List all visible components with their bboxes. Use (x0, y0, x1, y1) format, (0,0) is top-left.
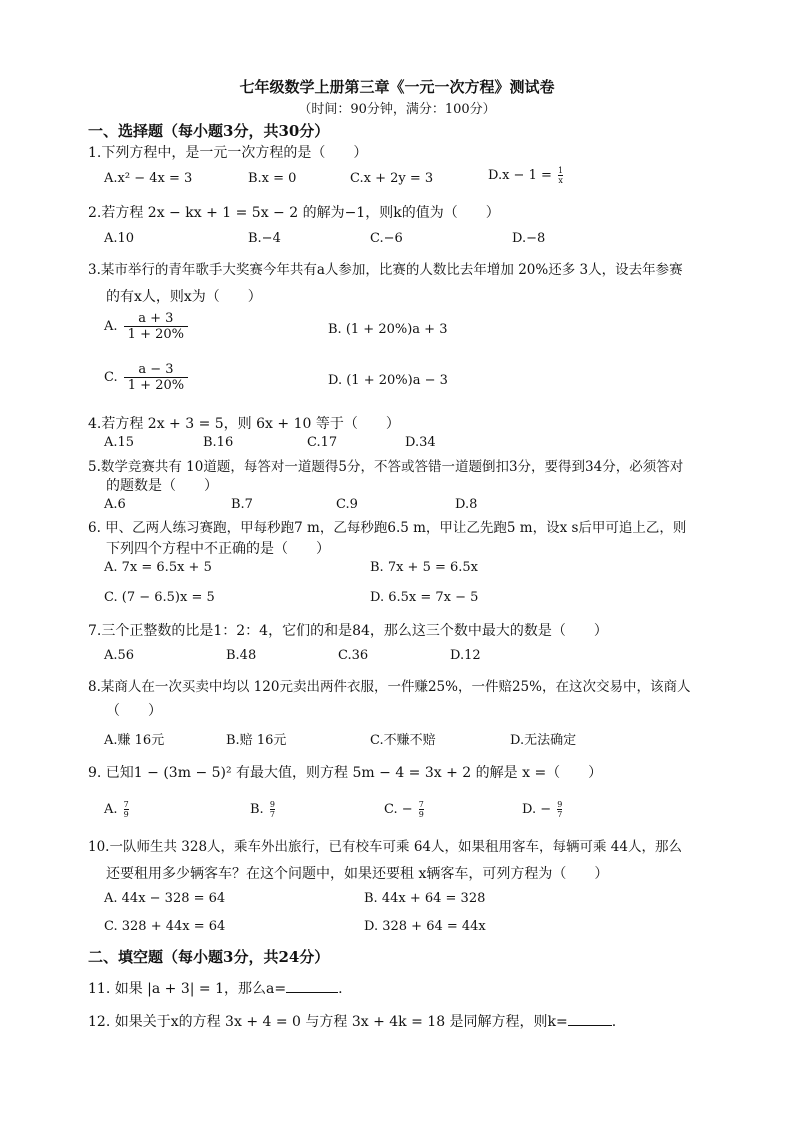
q3-option-a (104, 311, 190, 342)
fraction-denominator: 9 (418, 810, 424, 819)
q12-answer-blank[interactable] (568, 1013, 612, 1026)
q4-option-d: D.34 (405, 435, 436, 450)
q1-option-b: B.x = 0 (248, 171, 297, 186)
q3-option-c (104, 362, 190, 393)
section-choice-heading: 一、选择题（每小题3分，共30分） (88, 122, 330, 140)
q10-option-d: D. 328 + 64 = 44x (364, 919, 486, 934)
q9-option-c (384, 800, 424, 819)
q8-stem-line2: （ ） (106, 703, 162, 719)
fraction-denominator: 7 (269, 810, 275, 819)
q9-option-a (104, 800, 129, 819)
q9-option-d-label: D. − (522, 802, 552, 817)
q9-option-a-label: A. (104, 802, 118, 817)
q5-option-d: D.8 (455, 497, 478, 512)
q1-option-c: C.x + 2y = 3 (350, 171, 434, 186)
q7-option-b: B.48 (226, 648, 257, 663)
q7-option-d: D.12 (450, 648, 481, 663)
q5-option-c: C.9 (336, 497, 358, 512)
q5-stem-line1: 5.数学竞赛共有 10道题，每答对一道题得5分，不答或答错一道题倒扣3分，要得到34分，必须答对 (88, 459, 684, 475)
q5-option-a: A.6 (104, 497, 126, 512)
q3-option-d: D. (1 + 20%)a − 3 (328, 373, 448, 388)
q3-option-c-fraction (124, 362, 188, 393)
q1-option-d (488, 166, 563, 185)
q11-period: . (338, 981, 343, 997)
q2-stem: 2.若方程 2x − kx + 1 = 5x − 2 的解为−1，则k的值为（ ） (88, 205, 500, 221)
q10-option-b: B. 44x + 64 = 328 (364, 891, 486, 906)
q6-option-d: D. 6.5x = 7x − 5 (370, 590, 479, 605)
exam-title: 七年级数学上册第三章《一元一次方程》测试卷 (239, 78, 555, 96)
q10-option-a: A. 44x − 328 = 64 (104, 891, 226, 906)
q8-option-b: B.赔 16元 (226, 733, 287, 748)
q4-option-c: C.17 (307, 435, 338, 450)
fraction-denominator: 9 (123, 810, 129, 819)
q9-option-d (522, 800, 562, 819)
q9-option-b-label: B. (250, 802, 264, 817)
q7-stem: 7.三个正整数的比是1：2：4，它们的和是84，那么这三个数中最大的数是（ ） (88, 623, 608, 639)
fraction-denominator: x (558, 176, 563, 185)
q1-option-a: A.x² − 4x = 3 (104, 171, 193, 186)
fraction-numerator: 1 (558, 166, 564, 175)
q8-option-c: C.不赚不赔 (370, 733, 436, 748)
q12-period: . (611, 1014, 617, 1030)
q3-stem-line1: 3.某市举行的青年歌手大奖赛今年共有a人参加，比赛的人数比去年增加 20%还多 3人，设去年参赛 (88, 262, 683, 278)
q1-option-d-text: D.x − 1 = (488, 168, 552, 183)
q2-option-c: C.−6 (370, 231, 403, 246)
q10-option-c: C. 328 + 44x = 64 (104, 919, 226, 934)
q2-option-b: B.−4 (248, 231, 281, 246)
q9-option-b-fraction (270, 800, 275, 819)
fraction-denominator: 1 + 20% (127, 327, 184, 342)
q3-option-a-fraction (124, 311, 188, 342)
q6-option-c: C. (7 − 6.5)x = 5 (104, 590, 215, 605)
q5-stem-line2: 的题数是（ ） (106, 478, 218, 494)
q9-stem: 9. 已知1 − (3m − 5)² 有最大值，则方程 5m − 4 = 3x + 2 的解是 x =（ ） (88, 765, 603, 781)
q11-text: 11. 如果 |a + 3| = 1，那么a= (88, 981, 287, 997)
q3-option-a-label: A. (104, 319, 118, 334)
fraction-denominator: 1 + 20% (127, 378, 185, 393)
q4-option-b: B.16 (203, 435, 234, 450)
q6-stem-line1: 6. 甲、乙两人练习赛跑，甲每秒跑7 m，乙每秒跑6.5 m，甲让乙先跑5 m，设x s后甲可追上乙，则 (88, 520, 687, 536)
q8-stem-line1: 8.某商人在一次买卖中均以 120元卖出两件衣服，一件赚25%，一件赔25%，在这次交易中，该商人 (88, 679, 691, 695)
fraction-denominator: 7 (557, 810, 563, 819)
q8-option-d: D.无法确定 (510, 733, 577, 748)
q6-stem-line2: 下列四个方程中不正确的是（ ） (106, 541, 330, 557)
q8-option-a: A.赚 16元 (104, 733, 165, 748)
q9-option-c-fraction (419, 800, 424, 819)
q7-option-a: A.56 (104, 648, 135, 663)
q12-text: 12. 如果关于x的方程 3x + 4 = 0 与方程 3x + 4k = 18 是同解方程，则k= (88, 1014, 568, 1030)
q3-option-b: B. (1 + 20%)a + 3 (328, 322, 448, 337)
fraction-numerator: 9 (557, 800, 563, 809)
q11-stem (88, 978, 343, 998)
q9-option-c-label: C. − (384, 802, 413, 817)
q10-stem-line1: 10.一队师生共 328人，乘车外出旅行，已有校车可乘 64人，如果租用客车，每辆可乘 44人，那么 (88, 839, 682, 855)
q3-option-c-label: C. (104, 370, 118, 385)
fraction-numerator: 9 (269, 800, 275, 809)
q6-option-b: B. 7x + 5 = 6.5x (370, 560, 479, 575)
q6-option-a: A. 7x = 6.5x + 5 (104, 560, 212, 575)
q9-option-b (250, 800, 275, 819)
q9-option-a-fraction (124, 800, 129, 819)
q9-option-d-fraction (557, 800, 562, 819)
q4-stem: 4.若方程 2x + 3 = 5，则 6x + 10 等于（ ） (88, 416, 400, 432)
q1-stem: 1.下列方程中，是一元一次方程的是（ ） (88, 145, 368, 161)
q5-option-b: B.7 (231, 497, 253, 512)
q12-stem (88, 1011, 616, 1031)
fraction-numerator: a − 3 (124, 362, 188, 378)
q2-option-d: D.−8 (512, 231, 546, 246)
q10-stem-line2: 还要租用多少辆客车？在这个问题中，如果还要租 x辆客车，可列方程为（ ） (106, 866, 609, 882)
q3-stem-line2: 的有x人，则x为（ ） (106, 289, 262, 305)
exam-subtitle: （时间：90分钟，满分：100分） (298, 102, 496, 117)
q11-answer-blank[interactable] (286, 980, 338, 993)
section-fill-heading: 二、填空题（每小题3分，共24分） (88, 948, 330, 966)
fraction-numerator: a + 3 (124, 311, 188, 327)
fraction-numerator: 7 (418, 800, 424, 809)
fraction-numerator: 7 (123, 800, 129, 809)
q4-option-a: A.15 (104, 435, 135, 450)
q7-option-c: C.36 (338, 648, 369, 663)
q1-option-d-fraction (558, 166, 563, 185)
q2-option-a: A.10 (104, 231, 135, 246)
